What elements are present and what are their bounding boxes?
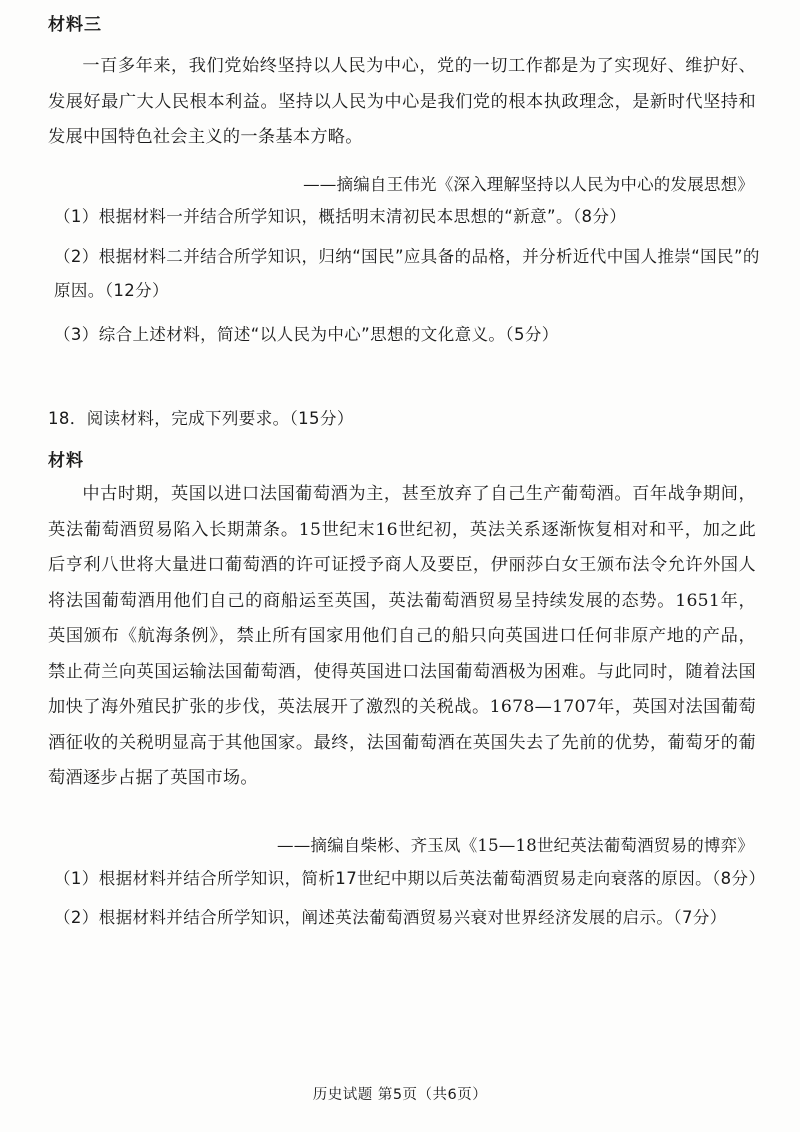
question17-2: （2）根据材料二并结合所学知识，归纳“国民”应具备的品格，并分析近代中国人推崇“国民”的原因。（12分） [54,247,760,300]
page-footer: 历史试题 第5页（共6页） [312,1087,488,1103]
material3-text: 一百多年来，我们党始终坚持以人民为中心，党的一切工作都是为了实现好、维护好、发展好最广大人民根本利益。坚持以人民为中心是我们党的根本执政理念，是新时代坚持和发展中国特色社会主义的一条基本方略。 [48,56,756,147]
question18-source: ——摘编自柴彬、齐玉凤《15—18世纪英法葡萄酒贸易的博弈》 [277,836,754,855]
question18-title: 18．阅读材料，完成下列要求。（15分） [48,409,354,428]
material3-heading: 材料三 [48,15,102,35]
question18-material-heading: 材料 [48,451,84,471]
question17-3: （3）综合上述材料，简述“以人民为中心”思想的文化意义。（5分） [54,325,559,344]
question18-2: （2）根据材料并结合所学知识，阐述英法葡萄酒贸易兴衰对世界经济发展的启示。（7分） [54,908,727,927]
material3-source: ——摘编自王伟光《深入理解坚持以人民为中心的发展思想》 [303,175,754,194]
question18-material-text: 中古时期，英国以进口法国葡萄酒为主，甚至放弃了自己生产葡萄酒。百年战争期间，英法葡萄酒贸易陷入长期萧条。15世纪末16世纪初，英法关系逐渐恢复相对和平，加之此后亨利八世将大量进口葡萄酒的许可证授予商人及要臣，伊丽莎白女王颁布法令允许外国人将法国葡萄酒用他们自己的商船运至英国，英法葡萄酒贸易呈持续发展的态势。1651年，英国颁布《航海条例》，禁止所有国家用他们自己的船只向英国进口任何非原产地的产品，禁止荷兰向英国运输法国葡萄酒，使得英国进口法国葡萄酒极为困难。与此同时，随着法国加快了海外殖民扩张的步伐，英法展开了激烈的关税战。1678—1707年，英国对法国葡萄酒征收的关税明显高于其他国家。最终，法国葡萄酒在英国失去了先前的优势，葡萄牙的葡萄酒逐步占据了英国市场。 [48,484,756,788]
question18-1: （1）根据材料并结合所学知识，简析17世纪中期以后英法葡萄酒贸易走向衰落的原因。（8分） [54,869,766,888]
question17-1: （1）根据材料一并结合所学知识，概括明末清初民本思想的“新意”。（8分） [54,207,627,226]
